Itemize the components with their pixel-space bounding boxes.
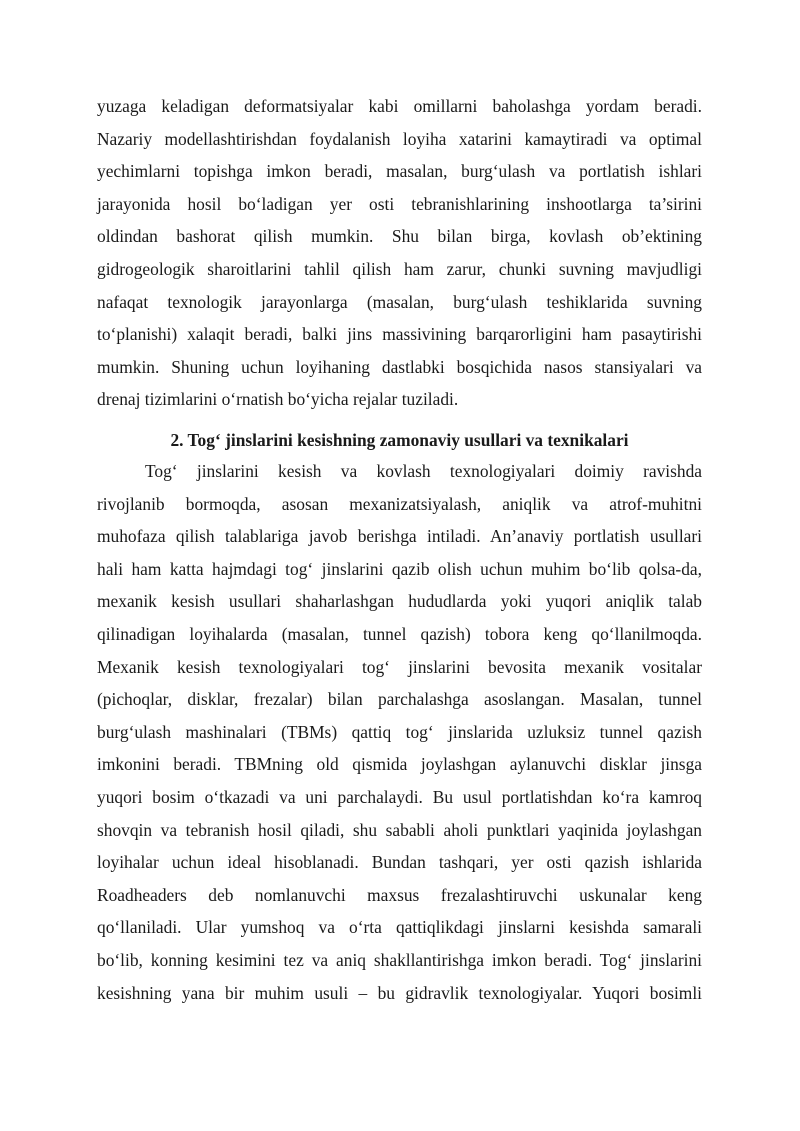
text-line: imkonini beradi. TBMning old qismida joylashgan aylanuvchi disklar jinsga — [97, 754, 702, 775]
text-line: Roadheaders deb nomlanuvchi maxsus frezalashtiruvchi uskunalar keng — [97, 884, 702, 905]
text-line: nafaqat texnologik jarayonlarga (masalan, burg‘ulash teshiklarida suvning — [97, 291, 702, 312]
text-line: to‘planishi) xalaqit beradi, balki jins massivining barqarorligini ham pasaytirishi — [97, 324, 702, 345]
text-line: (pichoqlar, disklar, frezalar) bilan parchalashga asoslangan. Masalan, tunnel — [97, 689, 702, 710]
paragraph-continuation — [97, 90, 702, 416]
text-line: rivojlanib bormoqda, asosan mexanizatsiyalash, aniqlik va atrof-muhitni — [97, 493, 702, 514]
text-line: muhofaza qilish talablariga javob berishga intiladi. An’anaviy portlatish usullari — [97, 526, 702, 547]
section-heading: 2. Tog‘ jinslarini kesishning zamonaviy usullari va texnikalari — [170, 430, 629, 450]
text-line: shovqin va tebranish hosil qiladi, shu sababli aholi punktlari yaqinida joylashgan — [97, 819, 702, 840]
paragraph-body — [97, 455, 702, 1009]
text-line: Mexanik kesish texnologiyalari tog‘ jinslarini bevosita mexanik vositalar — [97, 656, 702, 677]
text-line: yuqori bosim o‘tkazadi va uni parchalaydi. Bu usul portlatishdan ko‘ra kamroq — [97, 786, 702, 807]
text-line: Nazariy modellashtirishdan foydalanish loyiha xatarini kamaytiradi va optimal — [97, 128, 702, 149]
text-line: oldindan bashorat qilish mumkin. Shu bilan birga, kovlash ob’ektining — [97, 226, 702, 247]
text-line: hali ham katta hajmdagi tog‘ jinslarini qazib olish uchun muhim bo‘lib qolsa-da, — [97, 558, 702, 579]
text-line: gidrogeologik sharoitlarini tahlil qilish ham zarur, chunki suvning mavjudligi — [97, 258, 702, 279]
text-line: qo‘llaniladi. Ular yumshoq va o‘rta qattiqlikdagi jinslarni kesishda samarali — [97, 917, 702, 938]
text-line: jarayonida hosil bo‘ladigan yer osti tebranishlarining inshootlarga ta’sirini — [97, 193, 702, 214]
text-line: drenaj tizimlarini o‘rnatish bo‘yicha rejalar tuziladi. — [97, 389, 459, 410]
text-line: mumkin. Shuning uchun loyihaning dastlabki bosqichida nasos stansiyalari va — [97, 356, 702, 377]
section-heading-block — [97, 424, 702, 457]
text-line: Tog‘ jinslarini kesish va kovlash texnologiyalari doimiy ravishda — [145, 461, 702, 481]
text-line: qilinadigan loyihalarda (masalan, tunnel qazish) tobora keng qo‘llanilmoqda. — [97, 623, 702, 644]
text-line: yuzaga keladigan deformatsiyalar kabi omillarni baholashga yordam beradi. — [97, 96, 702, 116]
text-line: yechimlarni topishga imkon beradi, masalan, burg‘ulash va portlatish ishlari — [97, 161, 702, 182]
text-line: burg‘ulash mashinalari (TBMs) qattiq tog‘ jinslarida uzluksiz tunnel qazish — [97, 721, 702, 742]
text-line: bo‘lib, konning kesimini tez va aniq shakllantirishga imkon beradi. Tog‘ jinslarini — [97, 949, 702, 970]
text-line: kesishning yana bir muhim usuli – bu gidravlik texnologiyalar. Yuqori bosimli — [97, 982, 702, 1003]
text-line: mexanik kesish usullari shaharlashgan hududlarda yoki yuqori aniqlik talab — [97, 591, 702, 612]
text-line: loyihalar uchun ideal hisoblanadi. Bundan tashqari, yer osti qazish ishlarida — [97, 852, 702, 873]
